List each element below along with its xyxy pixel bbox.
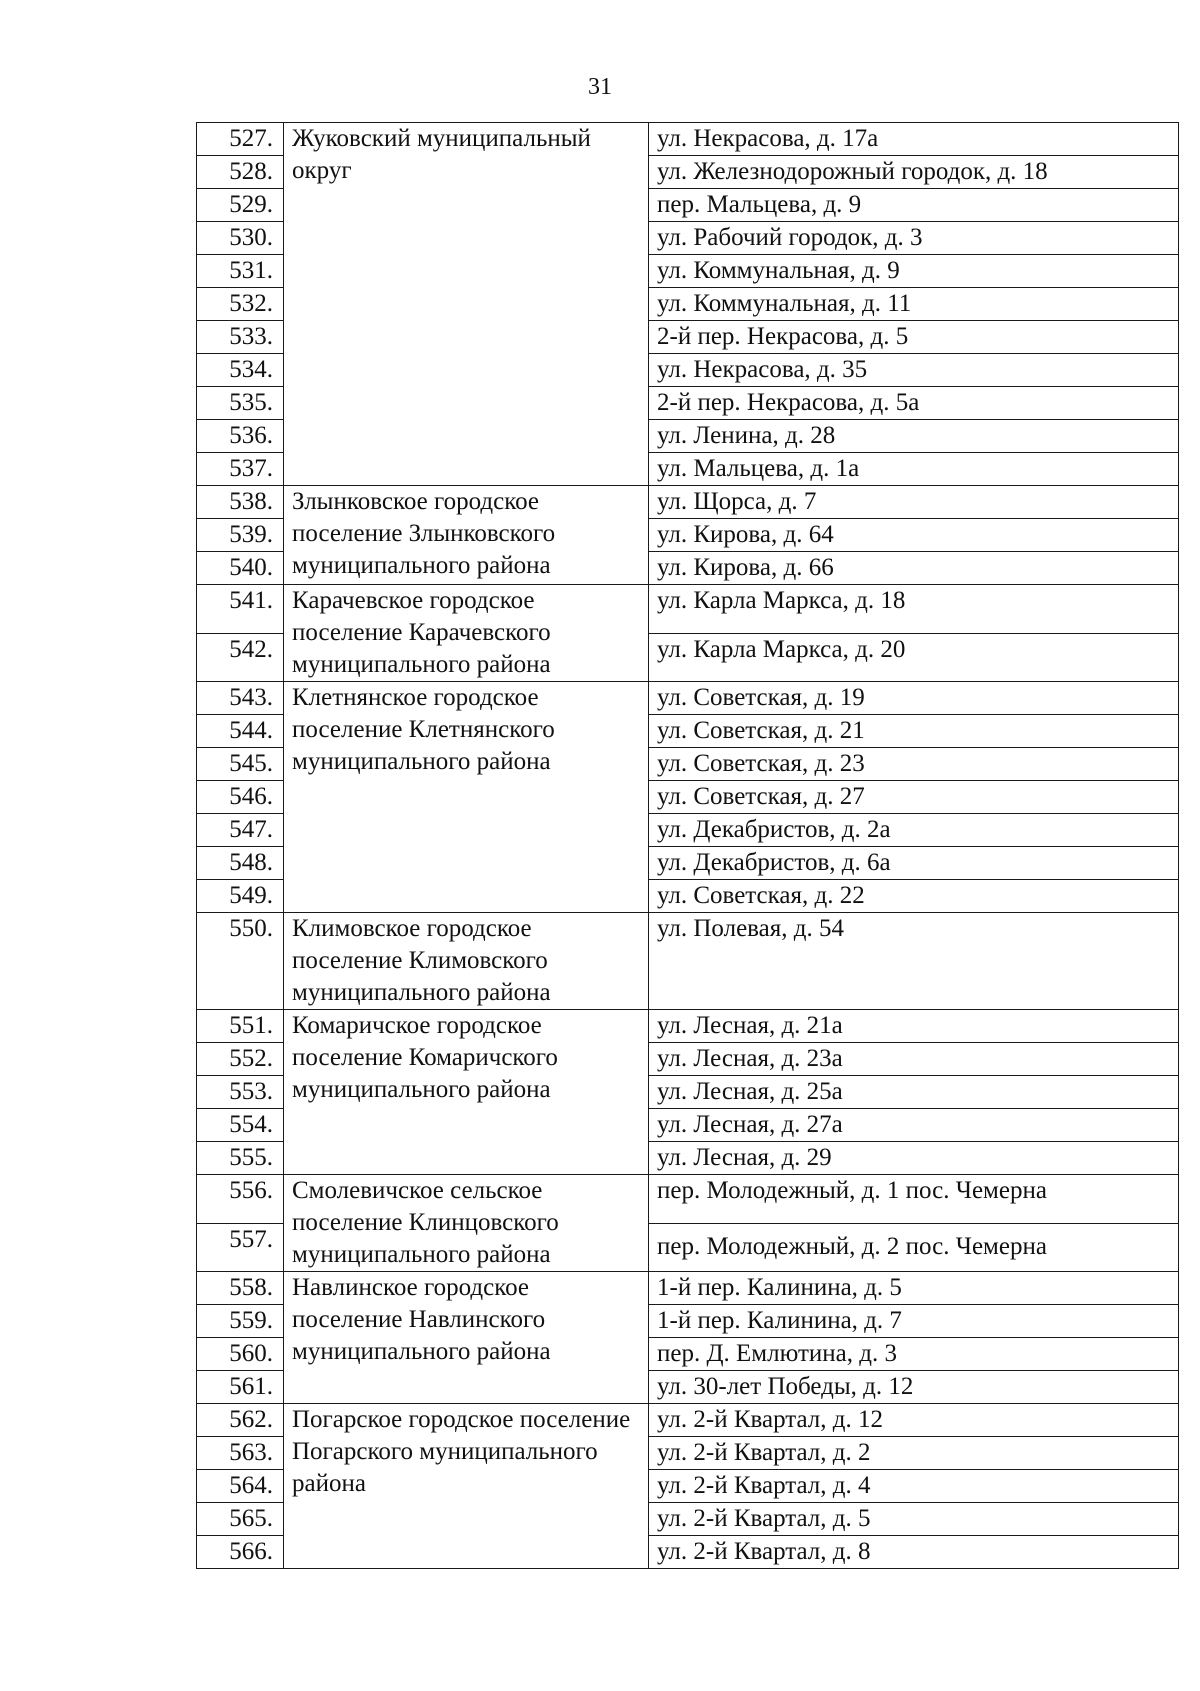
- address-cell: 1-й пер. Калинина, д. 5: [649, 1272, 1179, 1305]
- address-table: [196, 122, 1179, 1569]
- row-number: 548.: [197, 847, 284, 880]
- table-row: [197, 486, 1179, 519]
- address-cell: ул. Рабочий городок, д. 3: [649, 222, 1179, 255]
- address-cell: ул. Коммунальная, д. 11: [649, 288, 1179, 321]
- table-row: [197, 1272, 1179, 1305]
- address-cell: ул. 2-й Квартал, д. 5: [649, 1503, 1179, 1536]
- address-cell: ул. Декабристов, д. 6а: [649, 847, 1179, 880]
- row-number: 563.: [197, 1437, 284, 1470]
- row-number: 553.: [197, 1076, 284, 1109]
- address-cell: ул. Щорса, д. 7: [649, 486, 1179, 519]
- address-cell: ул. Карла Маркса, д. 20: [649, 633, 1179, 682]
- address-cell: пер. Д. Емлютина, д. 3: [649, 1338, 1179, 1371]
- row-number: 531.: [197, 255, 284, 288]
- municipality-cell: Погарское городское поселение Погарского муниципального района: [284, 1404, 649, 1569]
- municipality-cell: Карачевское городское поселение Карачевского муниципального района: [284, 585, 649, 682]
- table-row: [197, 1175, 1179, 1224]
- address-cell: ул. Лесная, д. 27а: [649, 1109, 1179, 1142]
- row-number: 541.: [197, 585, 284, 634]
- row-number: 545.: [197, 748, 284, 781]
- municipality-cell: Комаричское городское поселение Комаричского муниципального района: [284, 1010, 649, 1175]
- row-number: 565.: [197, 1503, 284, 1536]
- row-number: 537.: [197, 453, 284, 486]
- row-number: 527.: [197, 123, 284, 156]
- row-number: 554.: [197, 1109, 284, 1142]
- address-cell: ул. Декабристов, д. 2а: [649, 814, 1179, 847]
- address-cell: ул. Ленина, д. 28: [649, 420, 1179, 453]
- address-cell: ул. 2-й Квартал, д. 4: [649, 1470, 1179, 1503]
- page-number: 31: [588, 74, 612, 100]
- row-number: 533.: [197, 321, 284, 354]
- address-cell: ул. Полевая, д. 54: [649, 913, 1179, 1010]
- address-cell: ул. Некрасова, д. 17а: [649, 123, 1179, 156]
- address-cell: 2-й пер. Некрасова, д. 5а: [649, 387, 1179, 420]
- address-cell: ул. 2-й Квартал, д. 8: [649, 1536, 1179, 1569]
- table-row: [197, 1404, 1179, 1437]
- municipality-cell: Злынковское городское поселение Злынковского муниципального района: [284, 486, 649, 585]
- row-number: 550.: [197, 913, 284, 1010]
- address-cell: ул. Карла Маркса, д. 18: [649, 585, 1179, 634]
- row-number: 559.: [197, 1305, 284, 1338]
- table-row: [197, 913, 1179, 1010]
- row-number: 561.: [197, 1371, 284, 1404]
- row-number: 544.: [197, 715, 284, 748]
- address-cell: ул. Железнодорожный городок, д. 18: [649, 156, 1179, 189]
- row-number: 543.: [197, 682, 284, 715]
- municipality-cell: Навлинское городское поселение Навлинского муниципального района: [284, 1272, 649, 1404]
- address-cell: ул. Коммунальная, д. 9: [649, 255, 1179, 288]
- table-row: [197, 585, 1179, 634]
- table-row: [197, 123, 1179, 156]
- row-number: 556.: [197, 1175, 284, 1224]
- row-number: 551.: [197, 1010, 284, 1043]
- address-cell: ул. 30-лет Победы, д. 12: [649, 1371, 1179, 1404]
- address-cell: ул. Советская, д. 19: [649, 682, 1179, 715]
- row-number: 560.: [197, 1338, 284, 1371]
- row-number: 566.: [197, 1536, 284, 1569]
- table-row: [197, 682, 1179, 715]
- address-cell: ул. Советская, д. 21: [649, 715, 1179, 748]
- address-cell: ул. Лесная, д. 29: [649, 1142, 1179, 1175]
- address-cell: пер. Молодежный, д. 2 пос. Чемерна: [649, 1223, 1179, 1272]
- address-cell: ул. Лесная, д. 25а: [649, 1076, 1179, 1109]
- row-number: 557.: [197, 1223, 284, 1272]
- address-table-body: [197, 123, 1179, 1569]
- address-cell: ул. Советская, д. 27: [649, 781, 1179, 814]
- address-cell: ул. Кирова, д. 64: [649, 519, 1179, 552]
- address-cell: ул. 2-й Квартал, д. 2: [649, 1437, 1179, 1470]
- row-number: 528.: [197, 156, 284, 189]
- row-number: 549.: [197, 880, 284, 913]
- municipality-cell: Климовское городское поселение Климовского муниципального района: [284, 913, 649, 1010]
- row-number: 539.: [197, 519, 284, 552]
- row-number: 529.: [197, 189, 284, 222]
- address-cell: ул. Кирова, д. 66: [649, 552, 1179, 585]
- row-number: 562.: [197, 1404, 284, 1437]
- row-number: 540.: [197, 552, 284, 585]
- row-number: 558.: [197, 1272, 284, 1305]
- row-number: 532.: [197, 288, 284, 321]
- row-number: 538.: [197, 486, 284, 519]
- row-number: 547.: [197, 814, 284, 847]
- row-number: 536.: [197, 420, 284, 453]
- address-cell: ул. 2-й Квартал, д. 12: [649, 1404, 1179, 1437]
- address-cell: ул. Советская, д. 22: [649, 880, 1179, 913]
- address-cell: 1-й пер. Калинина, д. 7: [649, 1305, 1179, 1338]
- row-number: 535.: [197, 387, 284, 420]
- row-number: 534.: [197, 354, 284, 387]
- row-number: 530.: [197, 222, 284, 255]
- address-cell: пер. Молодежный, д. 1 пос. Чемерна: [649, 1175, 1179, 1224]
- row-number: 546.: [197, 781, 284, 814]
- address-cell: пер. Мальцева, д. 9: [649, 189, 1179, 222]
- address-cell: ул. Советская, д. 23: [649, 748, 1179, 781]
- municipality-cell: Клетнянское городское поселение Клетнянского муниципального района: [284, 682, 649, 913]
- address-cell: ул. Мальцева, д. 1а: [649, 453, 1179, 486]
- row-number: 552.: [197, 1043, 284, 1076]
- address-cell: 2-й пер. Некрасова, д. 5: [649, 321, 1179, 354]
- address-cell: ул. Лесная, д. 23а: [649, 1043, 1179, 1076]
- address-cell: ул. Некрасова, д. 35: [649, 354, 1179, 387]
- municipality-cell: Жуковский муниципальный округ: [284, 123, 649, 486]
- address-cell: ул. Лесная, д. 21а: [649, 1010, 1179, 1043]
- table-row: [197, 1010, 1179, 1043]
- row-number: 542.: [197, 633, 284, 682]
- row-number: 555.: [197, 1142, 284, 1175]
- row-number: 564.: [197, 1470, 284, 1503]
- municipality-cell: Смолевичское сельское поселение Клинцовского муниципального района: [284, 1175, 649, 1272]
